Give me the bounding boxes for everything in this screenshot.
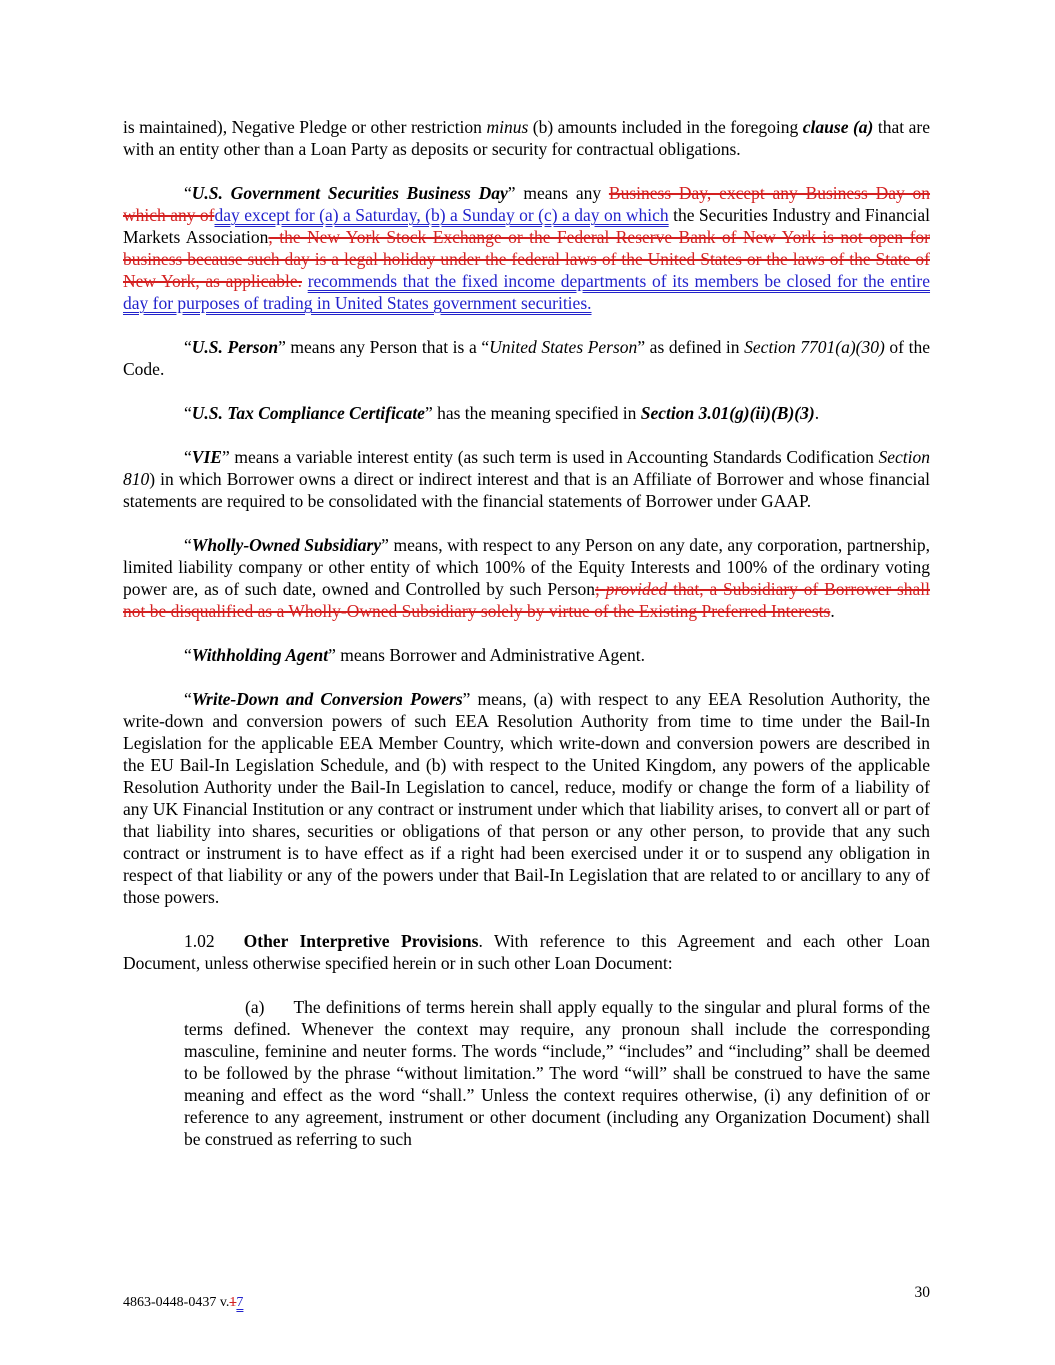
text-run: Section 7701(a)(30) [744, 337, 885, 357]
def-wholly-owned-subsidiary [123, 534, 930, 622]
text-run: “ [184, 689, 192, 709]
text-run: “ [184, 447, 192, 467]
text-run: The definitions of terms herein shall apply equally to the singular and plural forms of the terms defined. Whenever the context may require, any pronoun shall include the corresponding masculine, feminine and neuter forms. The words “include,” “includes” and “including” shall be deemed to be followed by the phrase “without limitation.” The word “will” shall be construed to have the same meaning and effect as the word “shall.” Unless the context requires otherwise, (i) any definition of or reference to any agreement, instrument or other document (including any Organization Document) shall be construed as referring to such [184, 997, 930, 1149]
document-id-text: 4863-0448-0437 v. [123, 1295, 230, 1310]
text-run: ” as defined in [637, 337, 745, 357]
text-run: “ [184, 403, 192, 423]
text-run: VIE [191, 447, 222, 467]
page-number: 30 [914, 1284, 930, 1301]
deleted-text: Business Day, except any Business Day on which any of [123, 183, 931, 225]
text-run: Section 810 [123, 447, 930, 489]
text-run: “ [184, 183, 192, 203]
text-run: “ [184, 535, 192, 555]
def-us-government-securities-business-day [123, 182, 930, 314]
text-run: ” means any Person that is a “ [278, 337, 490, 357]
text-run: clause (a) [802, 117, 874, 137]
text-run: (a) [245, 997, 265, 1017]
section-1-02-other-interpretive-provisions [123, 930, 930, 974]
inserted-text: day except for (a) a Saturday, (b) a Sunday or (c) a day on which [214, 205, 669, 225]
text-run: U.S. Person [191, 337, 279, 357]
text-run: . [830, 601, 835, 621]
text-run: “ [184, 337, 192, 357]
text-run: “ [184, 645, 192, 665]
deleted-text: , the New York Stock Exchange or the Federal Reserve Bank of New York is not open for business because such day is a legal holiday under the federal laws of the United States or the laws of the State of New York, as applicable. [123, 227, 930, 291]
deleted-version-number: 1 [229, 1295, 237, 1310]
text-run: of the Code. [123, 337, 930, 379]
text-run: ” means a variable interest entity (as such term is used in Accounting Standards Codification [221, 447, 879, 467]
text-run: United States Person [489, 337, 638, 357]
text-run: ) in which Borrower owns a direct or indirect interest and that is an Affiliate of Borrower and whose financial statements are required to be consolidated with the financial statements of Borrower under GAAP. [123, 469, 930, 511]
text-run: minus [486, 117, 529, 137]
text-run: ” means, (a) with respect to any EEA Resolution Authority, the write-down and conversion powers of such EEA Resolution Authority from time to time under the Bail-In Legislation for the applicable EEA Member Country, which write-down and conversion powers are described in the EU Bail-In Legislation Schedule, and (b) with respect to the United Kingdom, any powers of the applicable Resolution Authority under the Bail-In Legislation to cancel, reduce, modify or change the form of a liability of any UK Financial Institution or any contract or instrument under which that liability arises, to convert all or part of that liability into shares, securities or obligations of that person or any other person, to provide that any such contract or instrument is to have effect as if a right had been exercised under it or to suspend any obligation in respect of that liability or any of the powers under that Bail-In Legislation that are related to or ancillary to any of those powers. [123, 689, 930, 907]
text-run: 1.02 [184, 931, 215, 951]
document-body [123, 116, 930, 1172]
text-run: Other Interpretive Provisions [243, 931, 479, 951]
text-run: . [814, 403, 820, 423]
inserted-text: recommends that the fixed income departments of its members be closed for the entire day for purposes of trading in United States government securities. [123, 271, 931, 313]
def-us-tax-compliance-certificate [123, 402, 930, 424]
def-vie [123, 446, 930, 512]
text-run: ” means, with respect to any Person on any date, any corporation, partnership, limited liability company or other entity of which 100% of the Equity Interests and 100% of the ordinary voting power are, as of such date, owned and Controlled by such Person [123, 535, 931, 599]
text-run: Withholding Agent [191, 645, 329, 665]
text-run: U.S. Tax Compliance Certificate [191, 403, 425, 423]
text-run: is maintained), Negative Pledge or other restriction [123, 117, 487, 137]
text-run: the Securities Industry and Financial Markets Association [123, 205, 930, 247]
inserted-version-number: 7 [236, 1295, 244, 1310]
deleted-text: ; [595, 579, 606, 599]
text-run: (b) amounts included in the foregoing [528, 117, 803, 137]
document-id-footer [123, 1294, 243, 1311]
def-us-person [123, 336, 930, 380]
text-run: ” means any [507, 183, 609, 203]
text-run: U.S. Government Securities Business Day [191, 183, 508, 203]
text-run: ” means Borrower and Administrative Agent. [328, 645, 645, 665]
text-run: that are with an entity other than a Loan Party as deposits or security for contractual obligations. [123, 117, 931, 159]
para-clause-a-continuation [123, 116, 930, 160]
text-run: ” has the meaning specified in [424, 403, 641, 423]
text-run: Wholly-Owned Subsidiary [191, 535, 382, 555]
def-write-down-and-conversion-powers [123, 688, 930, 908]
text-run: . With reference to this Agreement and each other Loan Document, unless otherwise specified herein or in such other Loan Document: [123, 931, 930, 973]
def-withholding-agent [123, 644, 930, 666]
deleted-text: provided [605, 579, 668, 599]
text-run: Write-Down and Conversion Powers [191, 689, 463, 709]
deleted-text: that, a Subsidiary of Borrower shall not be disqualified as a Wholly-Owned Subsidiary solely by virtue of the Existing Preferred Interests [123, 579, 931, 621]
text-run: Section 3.01(g)(ii)(B)(3) [640, 403, 815, 423]
subsection-a-definitions-of-terms [184, 996, 930, 1150]
